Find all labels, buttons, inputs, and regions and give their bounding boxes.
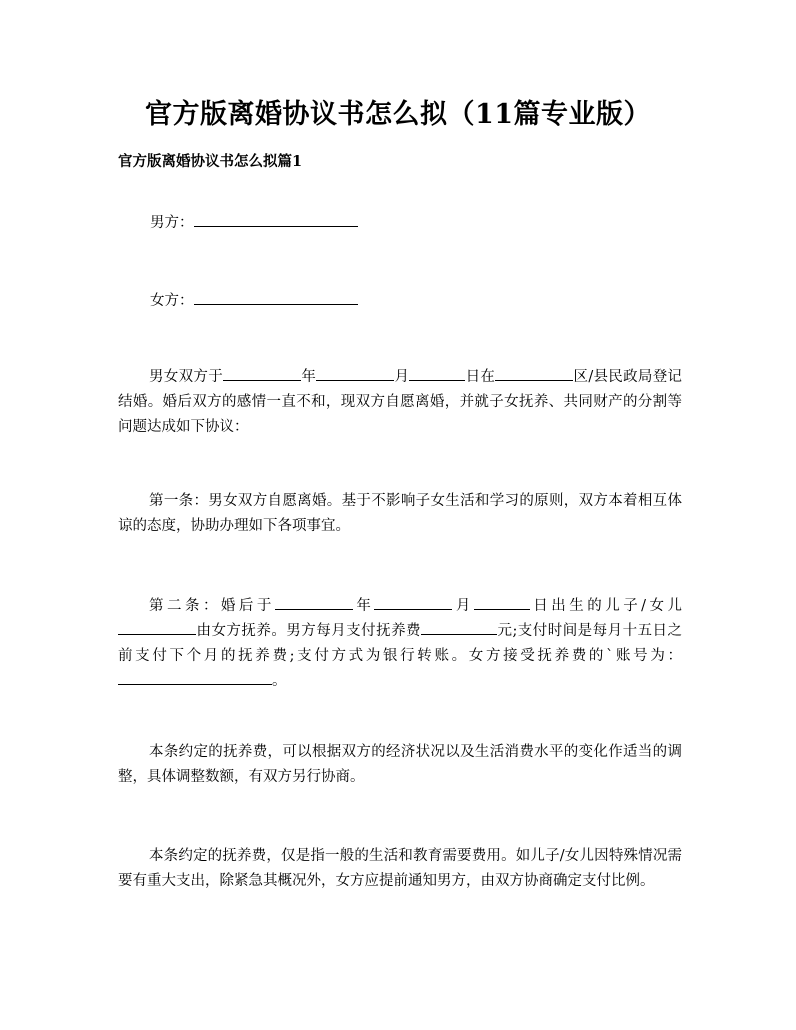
- female-party-blank: [194, 292, 358, 305]
- document-title: 官方版离婚协议书怎么拟（11篇专业版）: [144, 99, 652, 130]
- child-name-blank: [118, 622, 196, 635]
- paragraph-adjustment: 本条约定的抚养费，可以根据双方的经济状况以及生活消费水平的变化作适当的调整，具体调整数额，有双方另行协商。: [118, 744, 682, 785]
- district-blank: [495, 368, 573, 381]
- male-party-blank: [194, 214, 358, 227]
- year-blank: [223, 368, 301, 381]
- birth-day-blank: [474, 597, 530, 610]
- paragraph-registration: [118, 365, 682, 440]
- text-span: 。: [272, 673, 287, 689]
- section-heading: 官方版离婚协议书怎么拟篇1: [118, 153, 303, 170]
- text-span: 日出生的儿子/女儿: [529, 598, 683, 614]
- text-span: 由女方抚养。男方每月支付抚养费: [196, 623, 422, 639]
- birth-month-blank: [374, 597, 452, 610]
- text-span: 年: [301, 369, 317, 385]
- paragraph-article-1: 第一条：男女双方自愿离婚。基于不影响子女生活和学习的原则，双方本着相互体谅的态度，协助办理如下各项事宜。: [118, 493, 682, 534]
- paragraph-special-expense: 本条约定的抚养费，仅是指一般的生活和教育需要费用。如儿子/女儿因特殊情况需要有重大支出，除紧急其概况外，女方应提前通知男方，由双方协商确定支付比例。: [118, 848, 682, 889]
- text-span: 区/县民政局登记结婚。婚后双方的感情一直不和，现双方自愿离婚，并就子女抚养、共同财产的分割等问题达成如下协议：: [118, 369, 683, 435]
- text-span: 月: [452, 598, 474, 614]
- text-span: 男女双方于: [149, 369, 224, 385]
- birth-year-blank: [275, 597, 353, 610]
- account-blank: [118, 672, 272, 685]
- text-span: 第二条：婚后于: [149, 598, 275, 614]
- male-party-label: 男方：: [150, 215, 194, 231]
- day-blank: [409, 368, 465, 381]
- month-blank: [316, 368, 394, 381]
- female-party-label: 女方：: [150, 293, 194, 309]
- male-party-field: [150, 211, 358, 232]
- paragraph-article-2: [118, 594, 682, 694]
- text-span: 元;支付时间是每月十五日之前支付下个月的抚养费;支付方式为银行转账。女方接受抚养费的`账号为：: [118, 623, 683, 664]
- text-span: 日在: [465, 369, 496, 385]
- female-party-field: [150, 289, 358, 310]
- text-span: 月: [394, 369, 410, 385]
- amount-blank: [421, 622, 497, 635]
- text-span: 年: [352, 598, 375, 614]
